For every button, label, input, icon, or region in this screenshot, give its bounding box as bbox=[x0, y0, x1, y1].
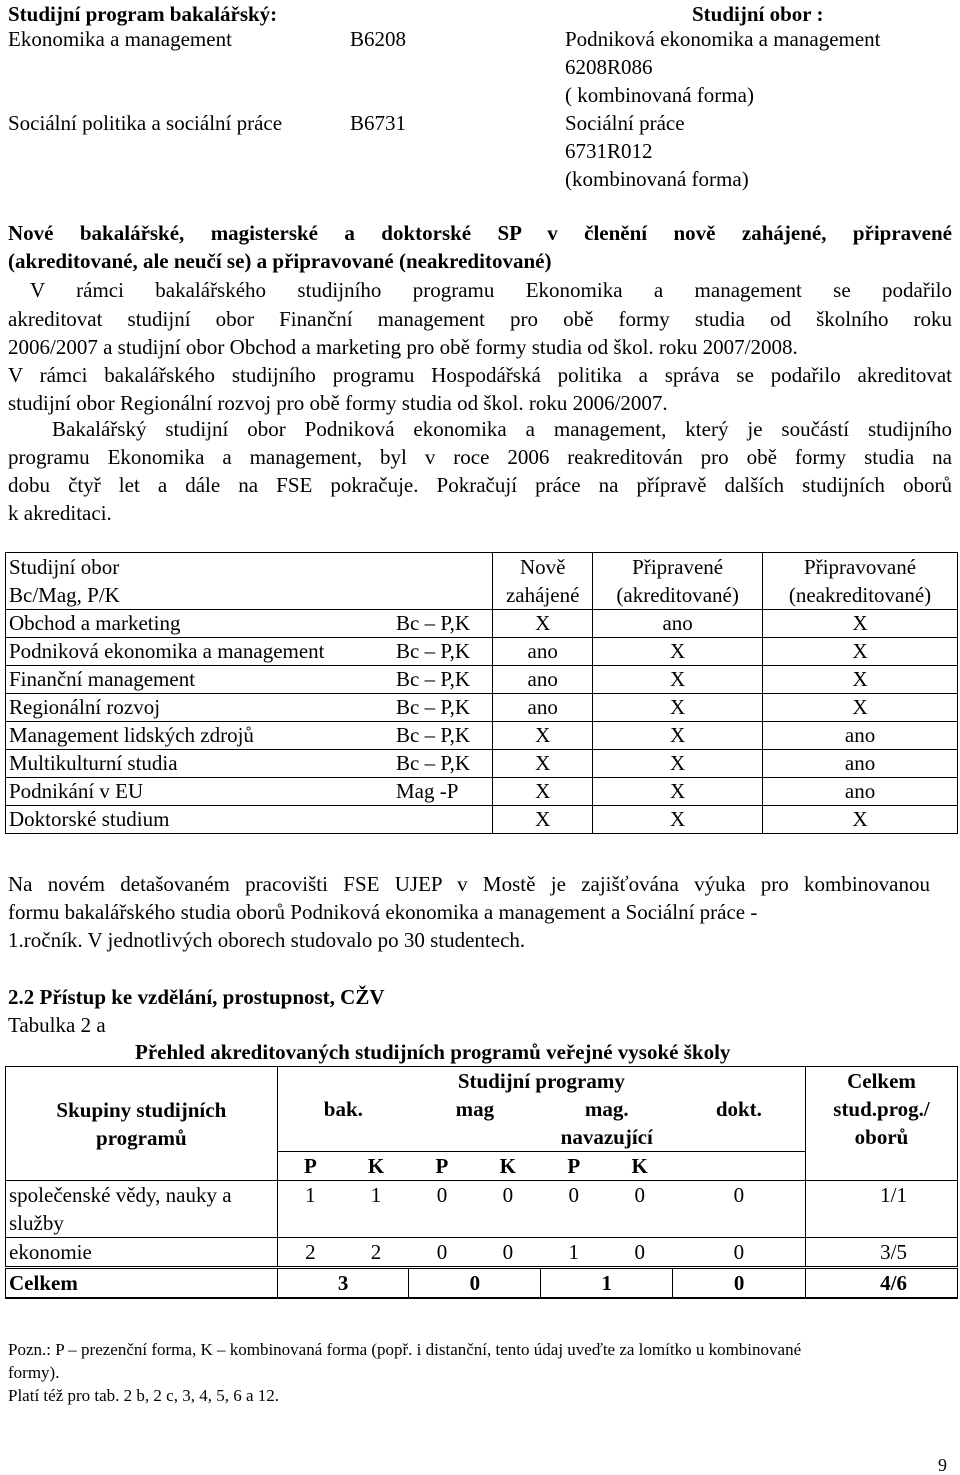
paragraph-line: k akreditaci. bbox=[8, 501, 112, 525]
paragraph-line: dobu čtyř let a dále na FSE pokračuje. Pokračují práce na přípravě dalších studijních oborů bbox=[8, 473, 952, 497]
row-type: Bc – P,K bbox=[396, 723, 471, 747]
row-prepared: X bbox=[593, 722, 763, 750]
total-dokt: 0 bbox=[673, 1268, 806, 1299]
form-label-empty bbox=[673, 1152, 806, 1181]
row-type: Bc – P,K bbox=[396, 751, 471, 775]
paragraph-line: formu bakalářského studia oborů Podniková ekonomika a management a Sociální práce - bbox=[8, 900, 758, 924]
row-field-cell bbox=[6, 806, 493, 834]
table-header-row bbox=[6, 553, 958, 610]
table-row bbox=[6, 778, 958, 806]
paragraph-line: akreditovat studijní obor Finanční management pro obě formy studia od školního roku bbox=[8, 307, 952, 331]
row-prepared: X bbox=[593, 778, 763, 806]
total-row bbox=[6, 1268, 958, 1299]
table-row bbox=[6, 1238, 958, 1268]
row-planned: X bbox=[763, 638, 958, 666]
table-row bbox=[6, 638, 958, 666]
section-heading-line2: (akreditované, ale neučí se) a připravované (neakreditované) bbox=[8, 249, 552, 273]
paragraph-line: programu Ekonomika a management, byl v roce 2006 reakreditován pro obě formy studia na bbox=[8, 445, 952, 469]
total-mag-nav: 1 bbox=[541, 1268, 673, 1299]
table-header-row bbox=[6, 1067, 958, 1096]
row-value: 0 bbox=[607, 1181, 673, 1238]
accredited-programs-table bbox=[5, 1066, 958, 1299]
study-fields-table bbox=[5, 552, 958, 834]
field-name: Sociální práce bbox=[565, 111, 685, 135]
row-value: 0 bbox=[607, 1238, 673, 1268]
row-field-cell bbox=[6, 694, 493, 722]
header-prepared: Připravené (akreditované) bbox=[593, 553, 763, 610]
paragraph-line: 1.ročník. V jednotlivých oborech studovalo po 30 studentech. bbox=[8, 928, 526, 952]
field-form: (kombinovaná forma) bbox=[565, 167, 749, 191]
section-22-heading bbox=[8, 983, 385, 1011]
row-prepared: X bbox=[593, 750, 763, 778]
paragraph-line: Bakalářský studijní obor Podniková ekonomika a management, který je součástí studijního bbox=[52, 417, 952, 441]
field-form: ( kombinovaná forma) bbox=[565, 83, 754, 107]
row-type: Bc – P,K bbox=[396, 611, 471, 635]
header-group: Skupiny studijních programů bbox=[6, 1067, 278, 1181]
table-row bbox=[6, 666, 958, 694]
row-planned: X bbox=[763, 806, 958, 834]
row-field-cell bbox=[6, 638, 493, 666]
row-planned: ano bbox=[763, 778, 958, 806]
row-value: 1 bbox=[541, 1238, 607, 1268]
paragraph-line: V rámci bakalářského studijního programu Ekonomika a management se podařilo bbox=[30, 278, 952, 302]
header-mag: mag bbox=[455, 1097, 495, 1121]
form-label: P bbox=[409, 1152, 475, 1181]
header-total: Celkem bbox=[806, 1067, 958, 1096]
table-row bbox=[6, 722, 958, 750]
row-new: ano bbox=[493, 694, 593, 722]
row-planned: ano bbox=[763, 750, 958, 778]
row-field-name: Regionální rozvoj bbox=[9, 695, 161, 719]
header-study-field: Studijní obor Bc/Mag, P/K bbox=[6, 553, 493, 610]
row-group: společenské vědy, nauky a služby bbox=[6, 1181, 278, 1238]
total-mag: 0 bbox=[409, 1268, 541, 1299]
section-title: Přístup ke vzdělání, prostupnost, CŽV bbox=[39, 985, 385, 1009]
row-new: X bbox=[493, 610, 593, 638]
row-new: ano bbox=[493, 666, 593, 694]
total-bak: 3 bbox=[277, 1268, 409, 1299]
row-type: Bc – P,K bbox=[396, 667, 471, 691]
row-new: X bbox=[493, 722, 593, 750]
row-prepared: X bbox=[593, 666, 763, 694]
row-value: 1 bbox=[277, 1181, 343, 1238]
row-planned: X bbox=[763, 610, 958, 638]
footnote-line: Platí též pro tab. 2 b, 2 c, 3, 4, 5, 6 a 12. bbox=[8, 1386, 280, 1405]
row-value: 2 bbox=[277, 1238, 343, 1268]
row-new: X bbox=[493, 750, 593, 778]
row-new: X bbox=[493, 778, 593, 806]
header-new: Nově zahájené bbox=[493, 553, 593, 610]
row-new: X bbox=[493, 806, 593, 834]
row-field-cell bbox=[6, 750, 493, 778]
table-row bbox=[6, 750, 958, 778]
row-field-cell bbox=[6, 610, 493, 638]
row-planned: X bbox=[763, 694, 958, 722]
row-prepared: X bbox=[593, 638, 763, 666]
row-prepared: ano bbox=[593, 610, 763, 638]
header-mag-nav: mag. navazující bbox=[541, 1095, 673, 1152]
table-label: Tabulka 2 a bbox=[8, 1013, 106, 1037]
total-label: Celkem bbox=[6, 1268, 278, 1299]
row-group: ekonomie bbox=[6, 1238, 278, 1268]
row-field-name: Management lidských zdrojů bbox=[9, 723, 254, 747]
row-prepared: X bbox=[593, 806, 763, 834]
program-title-left: Studijní program bakalářský: bbox=[8, 2, 278, 26]
row-type: Bc – P,K bbox=[396, 639, 471, 663]
row-value: 2 bbox=[343, 1238, 409, 1268]
row-field-name: Obchod a marketing bbox=[9, 611, 181, 635]
form-label: K bbox=[607, 1152, 673, 1181]
row-prepared: X bbox=[593, 694, 763, 722]
table-row bbox=[6, 610, 958, 638]
row-field-cell bbox=[6, 666, 493, 694]
row-field-cell bbox=[6, 722, 493, 750]
row-value: 0 bbox=[409, 1238, 475, 1268]
field-name: Podniková ekonomika a management bbox=[565, 27, 881, 51]
row-planned: X bbox=[763, 666, 958, 694]
row-value: 0 bbox=[475, 1238, 541, 1268]
row-type: Mag -P bbox=[396, 779, 459, 803]
program-code: B6208 bbox=[350, 27, 407, 51]
program-name: Ekonomika a management bbox=[8, 27, 232, 51]
row-field-name: Podniková ekonomika a management bbox=[9, 639, 325, 663]
form-label: K bbox=[343, 1152, 409, 1181]
row-new: ano bbox=[493, 638, 593, 666]
paragraph-line: 2006/2007 a studijní obor Obchod a marketing pro obě formy studia od škol. roku 2007/2008. bbox=[8, 335, 798, 359]
total-overall: 4/6 bbox=[806, 1268, 958, 1299]
row-field-cell bbox=[6, 778, 493, 806]
table-row bbox=[6, 694, 958, 722]
table-row bbox=[6, 1181, 958, 1238]
paragraph-line: V rámci bakalářského studijního programu Hospodářská politika a správa se podařilo akreditovat bbox=[8, 363, 952, 387]
row-field-name: Podnikání v EU bbox=[9, 779, 144, 803]
field-code: 6208R086 bbox=[565, 55, 653, 79]
row-value: 0 bbox=[673, 1238, 806, 1268]
form-label: P bbox=[277, 1152, 343, 1181]
paragraph-line: studijní obor Regionální rozvoj pro obě formy studia od škol. roku 2006/2007. bbox=[8, 391, 668, 415]
paragraph-line: Na novém detašovaném pracovišti FSE UJEP v Mostě je zajišťována výuka pro kombinovanou bbox=[8, 872, 930, 896]
row-total: 3/5 bbox=[806, 1238, 958, 1268]
section-number: 2.2 bbox=[8, 985, 35, 1009]
row-value: 0 bbox=[475, 1181, 541, 1238]
form-label: P bbox=[541, 1152, 607, 1181]
field-code: 6731R012 bbox=[565, 139, 653, 163]
header-planned: Připravované (neakreditované) bbox=[763, 553, 958, 610]
row-planned: ano bbox=[763, 722, 958, 750]
header-total-sub: stud.prog./ oborů bbox=[806, 1095, 958, 1181]
row-value: 0 bbox=[541, 1181, 607, 1238]
form-label: K bbox=[475, 1152, 541, 1181]
row-value: 0 bbox=[409, 1181, 475, 1238]
header-bak: bak. bbox=[277, 1095, 409, 1152]
row-field-name: Doktorské studium bbox=[9, 807, 170, 831]
header-dokt: dokt. bbox=[673, 1095, 806, 1152]
page-number: 9 bbox=[938, 1455, 947, 1475]
header-programs: Studijní programy bbox=[277, 1067, 805, 1096]
table-title: Přehled akreditovaných studijních programů veřejné vysoké školy bbox=[135, 1040, 731, 1064]
program-name: Sociální politika a sociální práce bbox=[8, 111, 283, 135]
footnote-line: Pozn.: P – prezenční forma, K – kombinovaná forma (popř. i distanční, tento údaj uveďte za lomítko u kombinované bbox=[8, 1340, 802, 1359]
table-row bbox=[6, 806, 958, 834]
program-code: B6731 bbox=[350, 111, 407, 135]
row-value: 0 bbox=[673, 1181, 806, 1238]
row-field-name: Finanční management bbox=[9, 667, 196, 691]
section-heading-line1: Nové bakalářské, magisterské a doktorské SP v členění nově zahájené, připravené bbox=[8, 221, 952, 245]
row-total: 1/1 bbox=[806, 1181, 958, 1238]
row-type: Bc – P,K bbox=[396, 695, 471, 719]
row-value: 1 bbox=[343, 1181, 409, 1238]
program-title-right: Studijní obor : bbox=[692, 2, 824, 26]
row-field-name: Multikulturní studia bbox=[9, 751, 178, 775]
footnote-line: formy). bbox=[8, 1363, 60, 1382]
